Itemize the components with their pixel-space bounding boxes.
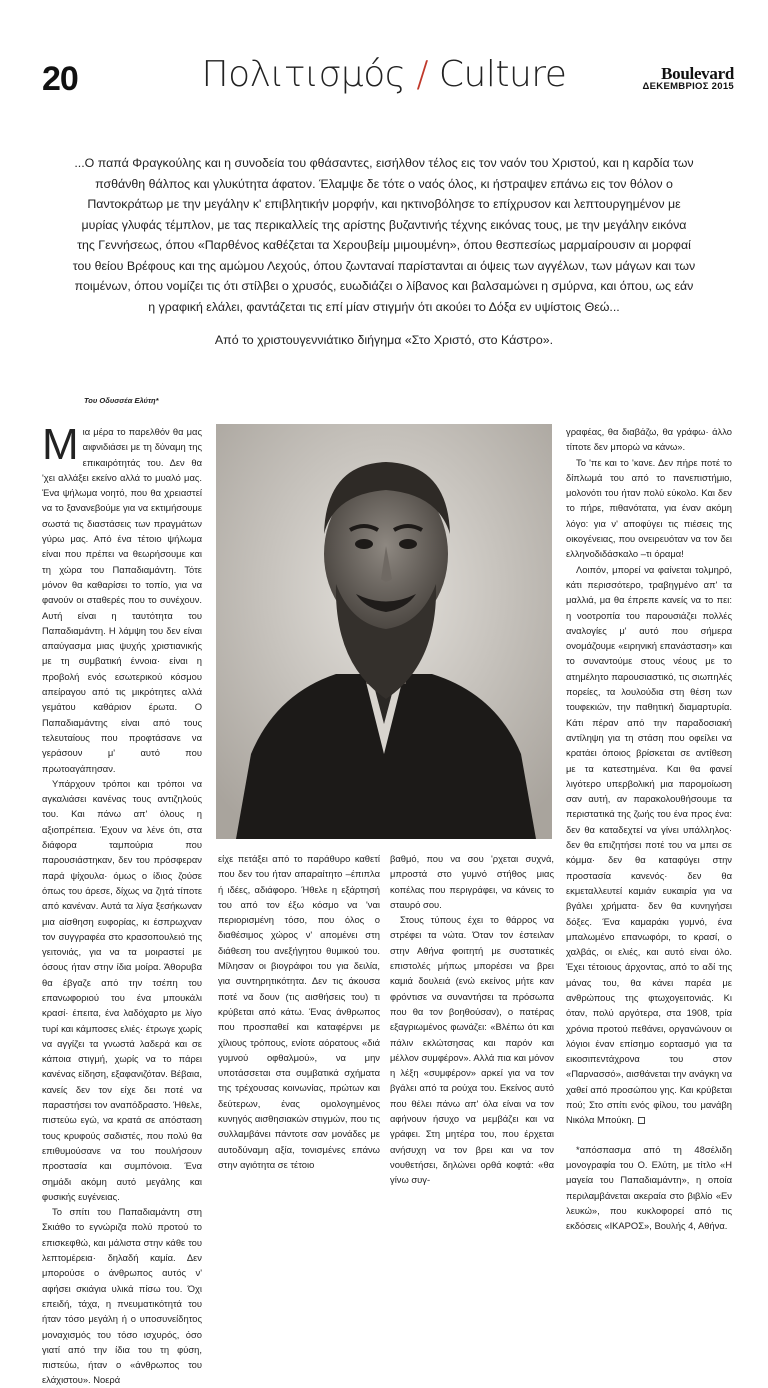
byline: Του Οδυσσέα Ελύτη* bbox=[84, 396, 159, 405]
footnote: *απόσπασμα από τη 48σέλιδη μονογραφία του Ο. Ελύτη, με τίτλο «Η μαγεία του Παπαδιαμάντη», η οποία περιλαμβάνεται ακεραία στο βιβλίο «Εν λευκώ», που κυκλοφορεί από τις εκδόσεις «ΙΚΑΡΟΣ», Βουλής 4, Αθήνα. bbox=[566, 1143, 732, 1232]
brand-block bbox=[643, 66, 734, 92]
article-column-4 bbox=[566, 424, 732, 1233]
page-number: 20 bbox=[42, 60, 78, 98]
paragraph bbox=[42, 420, 202, 776]
paragraph: βαθμό, που να σου 'ρχεται συχνά, μπροστά στο γυμνό στήθος μιας κοπέλας που περιγράφει, να κάνεις το σταυρό σου. bbox=[390, 853, 554, 910]
article-column-3 bbox=[390, 851, 554, 1188]
paragraph: Στους τύπους έχει το θάρρος να στρέφει τα νώτα. Όταν τον έστειλαν στην Αθήνα φοιτητή με συστατικές επιστολές μήπως μπορέσει να βρει καμιά δουλειά (ενώ εκείνος μήτε καν φρόντισε να συναντήσει τα πρόσωπα που θα τον βοηθούσαν), ο πατέρας εξαγριωμένος φωνάζει: «Βλέπω ότι και πάλιν εκλώτσησας και παρόν και μέλλον συμφέρον». Αλλά πια και μόνον η λέξη «συμφέρον» αρκεί για να τον βγάλει από τα ρούχα του. Εκείνος αυτό που θέλει πάνω απ' όλα είναι να τον αφήνουν ήσυχο να μεμβάζει και να γράφει. Στη μητέρα του, που έρχεται ανήσυχη να τον βρει και να τον νουθετήσει, δηλώνει ορθά κοφτά: «θα γίνω συγ- bbox=[390, 914, 554, 1186]
intro-quote: ...Ο παπά Φραγκούλης και η συνοδεία του φθάσαντες, εισήλθον τέλος εις τον ναόν του Χριστού, και η καρδία των πσθάνθη θάλπος και γλυκύτητα άφατον. Έλαμψε δε τότε ο ναός όλος, κι ήστραψεν επάνω εις τον θόλον ο Παντοκράτωρ με την μεγάλην κ' επιβλητικήν μορφήν, και ηκτινοβόλησε το επίχρυσον και λεπτουργημένον με μυρίας γλυφάς τέμπλον, με τας περικαλλείς της αρίστης βυζαντινής τέχνης εικόνας τους, με την μεγάλην εικόνα της Γεννήσεως, όπου «Παρθένος καθέζεται τα Χερουβείμ μιμουμένη», όπου θεσπεσίως μαρμαίρουσιν αι μορφαί του θείου Βρέφους και της αμώμου Λεχούς, όπου ζωνταναί παρίστανται αι όψεις των αγγέλων, των μάγων και των ποιμένων, όπου νομίζει τις ότι στίλβει ο χρυσός, ευωδιάζει ο λίβανος και βαλσαμώνει η σμύρνα, και όπου, ως εάν η γραφική ελάλει, φαντάζεται τις επί μίαν στιγμήν ότι ακούει το Δόξα εν υψίστοις Θεώ... bbox=[72, 156, 696, 314]
paragraph: Υπάρχουν τρόποι και τρόποι να αγκαλιάσει κανένας τους αντιζηλούς του. Και πάνω απ' όλους η αξιοπρέπεια. Έχουν να λένε ότι, στα διάφορα ταμπούρια που παρουσιάστηκαν, δεν του πρόσφεραν παρά ψίχουλα· όμως ο ίδιος ζούσε όπως του άρεσε, δίχως να ζητά τίποτε από κανέναν. Αυτά τα λίγα ξεσήκωναν μια αίσθηση ευφορίας, κι έσπρωχναν τον συγγραφέα στο κρασοπουλειό της γειτονιάς, για να τα μοιραστεί με όσους ήταν στην ίδια μοίρα. Άθορυβα θα έβγαζε από την τσέπη του επανωφοριού του ένα μπουκάλι κρασί· έπειτα, ένα λαδόχαρτο με λίγο τυρί και κάμποσες ελιές· έτρωγε χωρίς να αγγίζει τα γνωστά λαδερά και σε κάποια στιγμή, χωρίς να το πάρει κανένας είδηση, εξαφανιζόταν. Βέβαια, κανείς δεν τον είχε δει ποτέ να παραστήσει τον αναπόδραστο. Ήθελε, πιστεύω εγώ, να κρατά σε απόσταση τους κρυφούς σαδιστές, που πολύ θα επιθυμούσανε να του πουλήσουν προστασία και συμπόνοια. Ένα σημάδι ακόμη αυτό μεγάλης και φυσικής ευγένειας. bbox=[42, 777, 202, 1202]
drop-cap: Μ bbox=[42, 420, 79, 469]
paragraph-text: Λοιπόν, μπορεί να φαίνεται τολμηρό, κάτι περισσότερο, τραβηγμένο απ' τα μαλλιά, μα θα έπρεπε κανείς να το πει: η νοοτροπία του παρουσιάζει πολλές αναλογίες μ' αυτό που σήμερα ονομάζουμε «ειρηνική επανάσταση» και το συναντούμε στους νέους με το ατημέλητο παρουσιαστικό, τις σιωπηλές πορείες, τα λουλούδια στη θέση των τουφεκιών, την παθητική διαμαρτυρία. Κάτι πέραν από την παραδοσιακή αντίληψη για τη στάση που οφείλει να κρατάει όποιος βρίσκεται σε αντίθεση με τα κατεστημένα. Και θα φανεί λιγότερο υπερβολική μια παρομοίωση σαν αυτή, αν παρακολουθήσουμε τα περιστατικά της ζωής του ένα προς ένα: δεν θα καταδεχτεί να γίνει υπάλληλος· δεν θα επιζητήσει ποτέ του να μπει σε κόμμα· δεν θα καταφύγει στην προστασία κανενός· δεν θα εκμεταλλευτεί καμιάν ευκαιρία για να βγάλει χρήματα· δεν θα κυνηγήσει δόξες. Ένα καμαράκι γυμνό, ένα μπαλωμένο επανωφόρι, το κρασί, ο χαλβάς, οι ελιές, και αυτό είναι όλο. Έχει τέτοιους άρχοντας, από το αδί της μάνας του, θα κάνει παρέα με ανθρώπους της φτωχογειτονιάς. Κι όταν, πολύ αργότερα, στα 1908, τρία χρόνια προτού πεθάνει, οργανώνουν οι λόγιοι έναν επίσημο εορτασμό για τα εικοσιπεντάχρονα του στον «Παρνασσό», αισθάνεται την ανάγκη να χαθεί από προσώπου γης. Και κρύβεται πού; Στο σπίτι ενός φίλου, του μανάβη Νικόλα Μπούκη. bbox=[566, 563, 732, 1126]
paragraph: Το 'πε και το 'κανε. Δεν πήρε ποτέ το δίπλωμά του από το πανεπιστήμιο, μολονότι του ήταν πολύ εύκολο. Και δεν το πήρε, πιθανότατα, για έναν ακόμη λόγο: για ν' αποφύγει τις πιέσεις της οικογένειας, που ονειρευόταν να τον δει ελληνοδιδάσκαλο –τι όραμα! bbox=[566, 456, 732, 560]
issue-date: ΔΕΚΕΜΒΡΙΟΣ 2015 bbox=[642, 81, 734, 92]
paragraph-text: ια μέρα το παρελθόν θα μας αιφνιδιάσει με τη δύναμη της επικαιρότητάς του. Δεν θα 'χει αλλάξει εκείνο αλλά το μυαλό μας. Ένα ψήλωμα νοητό, που θα χρειαστεί να το ξανανεβούμε για να εκτιμήσουμε σωστά τις διαστάσεις των πραγμάτων γύρω μας. Από ένα τέτοιο ψήλωμα είναι που πρέπει να θεωρήσουμε και τη χώρα του Παπαδιαμάντη. Τότε μόνον θα καθαρίσει το τοπίο, για να φανούν οι σταθερές που το συνέχουν. Αυτή είναι η ταυτότητα του Παπαδιαμάντη. Η λάμψη του δεν είναι απαύγασμα μιας ψυχής χριστιανικής με τη συμβατική έννοια· είναι η προβολή ενός εσωτερικού κόσμου απείραγου από τις μικρότητες αλλά γεμάτου καθάριον έρωτα. Ο Παπαδιαμάντης είναι από τους τελευταίους που προφτάσανε να γεράσουν μ' αυτό που πρωτοαγάπησαν. bbox=[42, 426, 202, 774]
end-of-article-square-icon bbox=[638, 1117, 645, 1124]
section-title-english: Culture bbox=[438, 54, 567, 95]
paragraph bbox=[566, 562, 732, 1128]
paragraph: είχε πετάξει από το παράθυρο καθετί που δεν του ήταν απαραίτητο –έπιπλα ή ιδέες, αδιάφορο. Ήθελε η εξάρτησή του από τον έξω κόσμο να 'ναι περιορισμένη τόσο, που όλος ο διαθέσιμος χώρος ν' απομένει στη διάθεση του ανεξήγητου θυμικού του. Μίλησαν οι βιογράφοι του για δειλία, για συντηρητικότητα. Δεν τις άκουσα ποτέ να δουν (τις αισθήσεις του) τι κρύβεται από κάτω. Ένας άνθρωπος που προσπαθεί και καταφέρνει με χίλιους τρόπους, ενίοτε αόρατους «διά γυμνού οφθαλμού», να μην υποτάσσεται στα συμβατικά σχήματα της τρέχουσας κοινωνίας, πρώτων και δεύτερων, ένας ομολογημένος κυνηγός αισθησιακών στιγμών, που τις συλλαμβάνει πάντοτε σαν μονάδες με αυτοδύναμη αξία, τονισμένες επάνω στην αγιότητα σε τέτοιο bbox=[218, 853, 380, 1170]
paragraph: Το σπίτι του Παπαδιαμάντη στη Σκιάθο το εγνώριζα πολύ προτού το επισκεφθώ, και μάλιστα στην κάθε του λεπτομέρεια· δηλαδή καμία. Δεν μπορούσε ο άνθρωπος αυτός ν' αφήσει σκιάγια υλικά πίσω του. Όχι επειδή, τάχα, η πνευματικότητά του ήταν τόσο μεγάλη ή ο υποσυνείδητος μοναχισμός του τόσο ισχυρός, όσο γιατί από την ίδια του τη φύση, πιστεύω, ήταν ο «άνθρωπος του ελάχιστου». Νοερά bbox=[42, 1206, 202, 1386]
portrait-illustration bbox=[216, 424, 552, 839]
article-column-1 bbox=[42, 420, 202, 1388]
intro-source: Από το χριστουγεννιάτικο διήγημα «Στο Χριστό, στο Κάστρο». bbox=[214, 333, 554, 347]
section-title-greek: Πολιτισμός bbox=[201, 54, 406, 95]
brand-name: Boulevard bbox=[661, 64, 734, 83]
paragraph: γραφέας, θα διαβάζω, θα γράφω· άλλο τίποτε δεν μπορώ να κάνω». bbox=[566, 426, 732, 453]
article-column-2 bbox=[218, 851, 380, 1172]
section-title-separator: / bbox=[416, 54, 428, 95]
portrait-photo bbox=[216, 424, 552, 839]
